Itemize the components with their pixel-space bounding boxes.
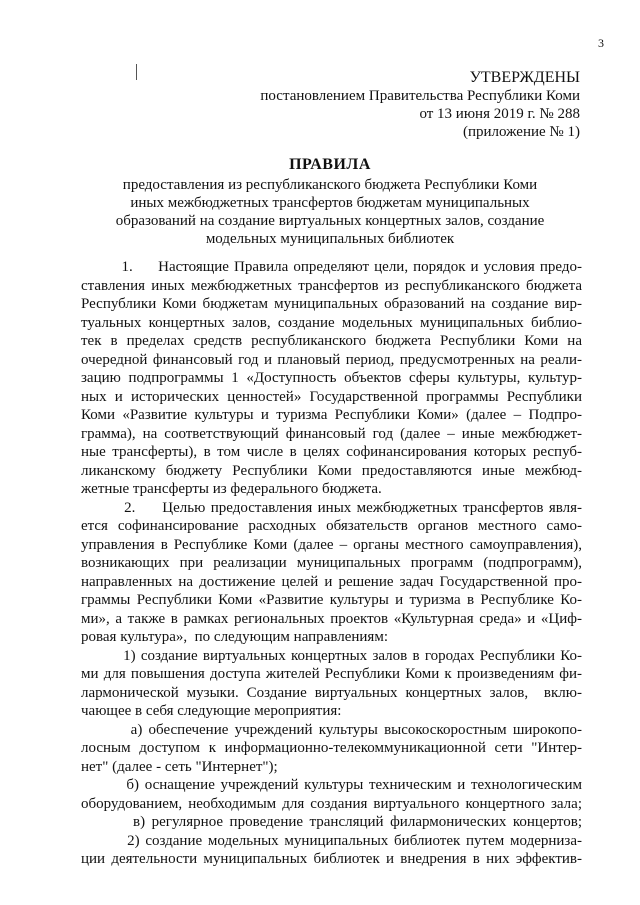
body-text-line: возникающих при реализации муниципальных программ (подпрограмм), [81,555,582,571]
body-text-line: туальных концертных залов, создание модельных муниципальных библио- [81,314,582,331]
body-text-line: ции деятельности муниципальных библиотек и внедрения в них эффектив- [81,851,582,867]
body-text-line: ные трансферты), в том числе в целях софинансирования которых респуб- [81,444,582,460]
body-text-line: Коми «Развитие культуры и туризма Республики Коми» (далее – Подпро- [81,407,582,423]
title-block [80,154,580,248]
body-text-line: жетные трансферты из федерального бюджета. [81,481,382,497]
body-text-line: ровая культура», по следующим направлениям: [81,629,388,645]
document-subtitle [80,176,580,248]
body-text-line: грамма), на соответствующий финансовый год (далее – иные межбюджет- [81,425,582,442]
body-text-line: граммы Республики Коми «Развитие культуры и туризма в Республике Ко- [81,592,582,608]
approval-line-1: постановлением Правительства Республики Коми [260,88,580,104]
subtitle-line: модельных муниципальных библиотек [205,231,455,247]
body-text-line: ликанскому бюджету Республики Коми предоставляются иные межбюд- [81,462,582,479]
body-text-line: зацию подпрограммы 1 «Доступность объектов сферы культуры, культур- [81,370,582,386]
body-text-line: лосным доступом к информационно-телекоммуникационной сети "Интер- [81,740,582,756]
body-text-line: очередной финансовый год и плановый период, предусмотренных на реали- [81,351,582,368]
body-text-line: ставления иных межбюджетных трансфертов из республиканского бюджета [81,277,582,294]
body-text-line: 2. Целью предоставления иных межбюджетных трансфертов явля- [81,499,582,516]
body-text-line: а) обеспечение учреждений культуры высокоскоростным широкопо- [81,721,582,738]
body-text-line: в) регулярное проведение трансляций филармонических концертов; [81,814,582,830]
body-text-line: тек в пределах средств республиканского бюджета Республики Коми на [81,333,582,349]
document-title: ПРАВИЛА [289,156,371,173]
approval-stamp [260,69,580,141]
body-text-line: ми для повышения доступа жителей Республики Коми к произведениям фи- [81,666,582,682]
page-number: 3 [598,36,604,50]
body-text-line: оборудованием, необходимым для создания виртуального концертного зала; [81,795,582,812]
body-text-line: управления в Республике Коми (далее – органы местного самоуправления), [81,536,582,553]
body-text-line: 2) создание модельных муниципальных библиотек путем модерниза- [81,832,582,849]
body-text-line: ется софинансирование расходных обязательств органов местного само- [81,518,582,534]
approval-heading: УТВЕРЖДЕНЫ [469,69,580,86]
body-text-line: чающее в себя следующие мероприятия: [81,703,342,719]
body-text-line: лармонической музыки. Создание виртуальных концертных залов, вклю- [81,684,582,701]
body-text-line: 1) создание виртуальных концертных залов в городах Республики Ко- [81,647,582,664]
body-text-line: б) оснащение учреждений культуры техническим и технологическим [81,777,582,793]
body-text-line: ных и исторических ценностей» Государственной программы Республики [81,388,582,405]
subtitle-line: иных межбюджетных трансфертов бюджетам муниципальных [130,195,530,211]
approval-line-3: (приложение № 1) [462,124,580,140]
body-text-line: ми», а также в рамках региональных проектов «Культурная среда» и «Циф- [81,610,582,627]
approval-line-2: от 13 июня 2019 г. № 288 [419,106,580,122]
body-text-line: нет" (далее - сеть "Интернет"); [81,758,278,775]
document-body [81,258,582,869]
body-text-line: 1. Настоящие Правила определяют цели, порядок и условия предо- [81,259,582,275]
body-text-line: направленных на достижение целей и решение задач Государственной про- [81,573,582,590]
body-text-line: Республики Коми бюджетам муниципальных образований на создание вир- [81,296,582,312]
scan-mark [136,64,137,80]
subtitle-line: образований на создание виртуальных концертных залов, создание [115,213,545,229]
subtitle-line: предоставления из республиканского бюджета Республики Коми [122,177,538,193]
